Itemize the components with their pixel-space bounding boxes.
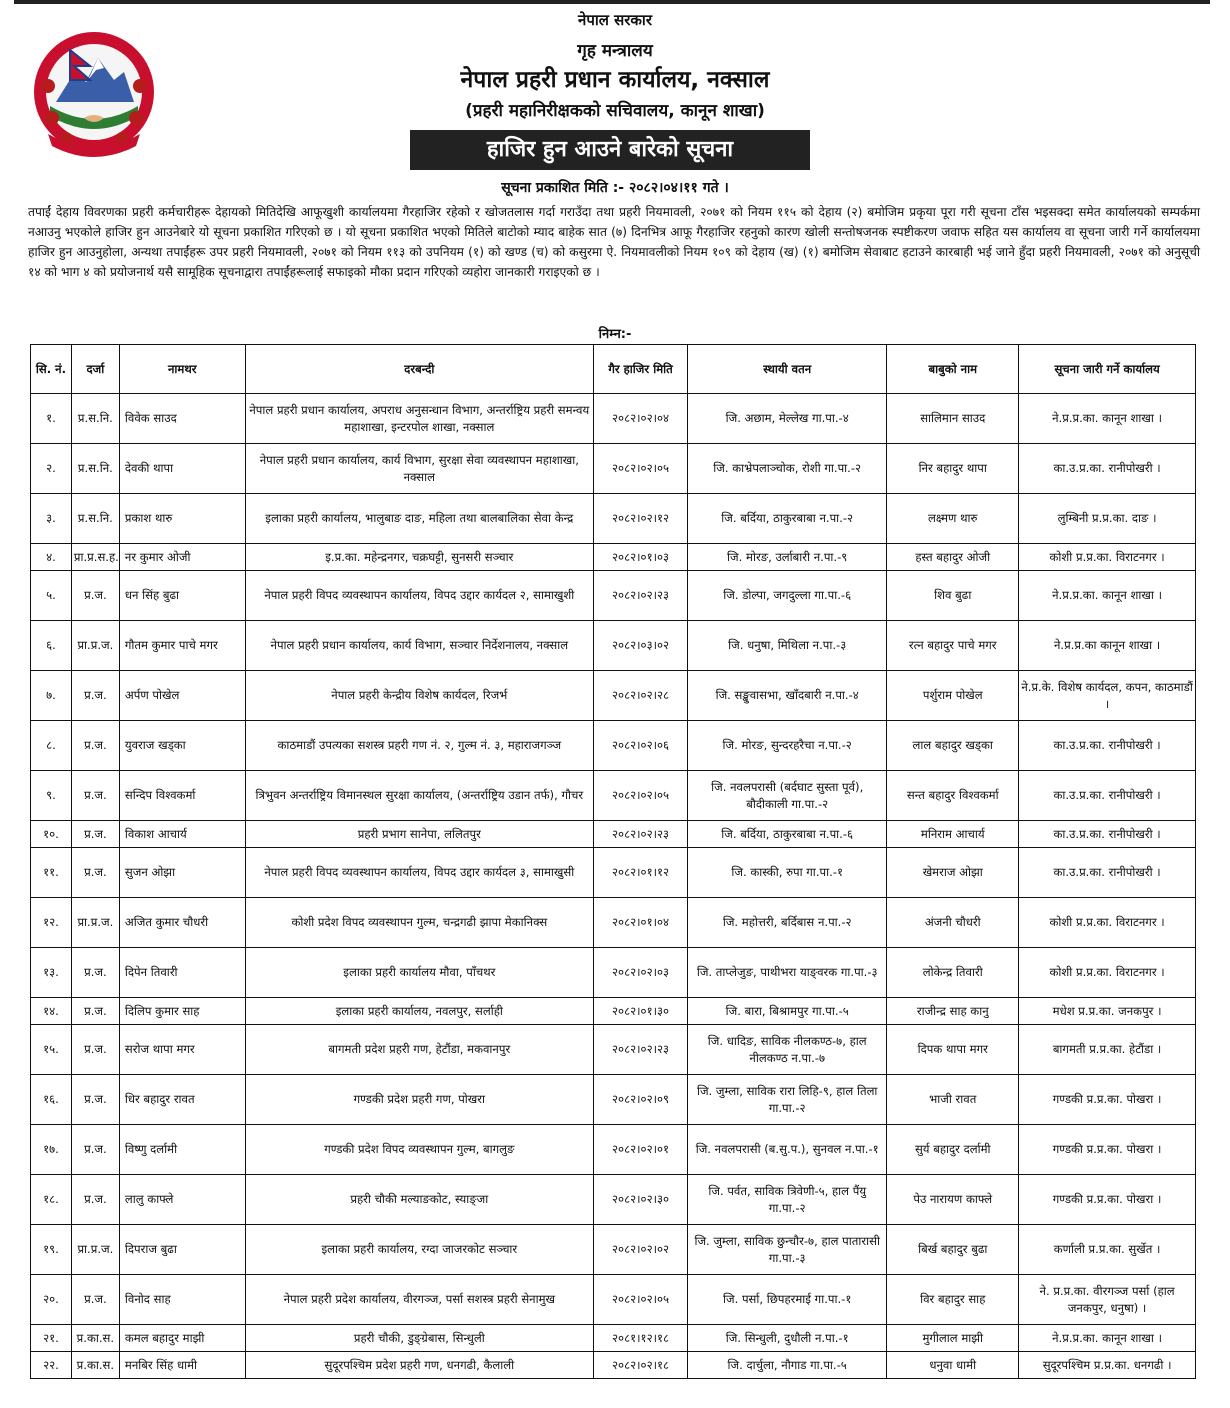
cell-absent-date: २०८२।०२।०४: [594, 394, 688, 444]
section-name: (प्रहरी महानिरीक्षकको सचिवालय, कानून शाखा): [465, 101, 765, 121]
cell-father-name: धनुवा धामी: [887, 1352, 1019, 1379]
cell-name: प्रकाश थारु: [119, 494, 245, 544]
cell-issuing-office: गण्डकी प्र.प्र.का. पोखरा ।: [1019, 1075, 1196, 1125]
cell-address: जि. मोरङ, सुन्दरहरैचा न.पा.-२: [688, 721, 887, 771]
cell-name: धन सिंह बुढा: [119, 571, 245, 621]
cell-rank: प्रा.प्र.स.ह.: [71, 544, 119, 571]
table-row: [31, 394, 1196, 444]
cell-absent-date: २०८२।०१।१२: [594, 848, 688, 898]
table-row: [31, 571, 1196, 621]
cell-father-name: दिपक थापा मगर: [887, 1025, 1019, 1075]
cell-serial: १३.: [31, 948, 72, 998]
cell-posting: इ.प्र.का. महेन्द्रनगर, चक्रघट्टी, सुनसरी सञ्चार: [245, 544, 593, 571]
cell-serial: ८.: [31, 721, 72, 771]
cell-issuing-office: का.उ.प्र.का. रानीपोखरी ।: [1019, 444, 1196, 494]
cell-serial: ६.: [31, 621, 72, 671]
cell-father-name: विर बहादुर साह: [887, 1275, 1019, 1325]
cell-serial: १७.: [31, 1125, 72, 1175]
cell-rank: प्रा.प्र.ज.: [71, 621, 119, 671]
cell-posting: नेपाल प्रहरी प्रदेश कार्यालय, वीरगञ्ज, पर्सा सशस्त्र प्रहरी सेनामुख: [245, 1275, 593, 1325]
table-row: [31, 1075, 1196, 1125]
cell-rank: प्र.ज.: [71, 1125, 119, 1175]
cell-rank: प्र.ज.: [71, 671, 119, 721]
cell-address: जि. कास्की, रुपा गा.पा.-१: [688, 848, 887, 898]
cell-rank: प्र.ज.: [71, 771, 119, 821]
cell-father-name: सन्त बहादुर विश्वकर्मा: [887, 771, 1019, 821]
cell-address: जि. दार्चुला, नौगाड गा.पा.-५: [688, 1352, 887, 1379]
cell-name: दिपराज बुढा: [119, 1225, 245, 1275]
cell-issuing-office: सुदूरपश्चिम प्र.प्र.का. धनगढी ।: [1019, 1352, 1196, 1379]
cell-absent-date: २०८२।०२।०६: [594, 721, 688, 771]
cell-posting: इलाका प्रहरी कार्यालय, रग्दा जाजरकोट सञ्चार: [245, 1225, 593, 1275]
cell-rank: प्र.ज.: [71, 998, 119, 1025]
col-father-name: बाबुको नाम: [887, 345, 1019, 394]
table-body: [31, 394, 1196, 1379]
cell-rank: प्र.ज.: [71, 821, 119, 848]
cell-name: कमल बहादुर माझी: [119, 1325, 245, 1352]
cell-name: गौतम कुमार पाचे मगर: [119, 621, 245, 671]
cell-issuing-office: ने.प्र.के. विशेष कार्यदल, कपन, काठमाडौं ।: [1019, 671, 1196, 721]
cell-name: विकाश आचार्य: [119, 821, 245, 848]
cell-serial: ११.: [31, 848, 72, 898]
cell-absent-date: २०८२।०३।०२: [594, 621, 688, 671]
cell-posting: गण्डकी प्रदेश प्रहरी गण, पोखरा: [245, 1075, 593, 1125]
cell-name: सुजन ओझा: [119, 848, 245, 898]
cell-issuing-office: ने. प्र.प्र.का. वीरगञ्ज पर्सा (हाल जनकपुर, धनुषा) ।: [1019, 1275, 1196, 1325]
absentee-table: [30, 344, 1196, 1379]
cell-name: दिपेन तिवारी: [119, 948, 245, 998]
cell-issuing-office: का.उ.प्र.का. रानीपोखरी ।: [1019, 721, 1196, 771]
cell-posting: त्रिभुवन अन्तर्राष्ट्रिय विमानस्थल सुरक्षा कार्यालय, (अन्तर्राष्ट्रिय उडान तर्फ), गौचर: [245, 771, 593, 821]
cell-father-name: सालिमान साउद: [887, 394, 1019, 444]
cell-absent-date: २०८२।०२।२३: [594, 571, 688, 621]
cell-posting: प्रहरी चौकी, डुङ्ग्रेबास, सिन्धुली: [245, 1325, 593, 1352]
cell-father-name: लाल बहादुर खड्का: [887, 721, 1019, 771]
cell-address: जि. काभ्रेपलाञ्चोक, रोशी गा.पा.-२: [688, 444, 887, 494]
cell-father-name: अंजनी चौधरी: [887, 898, 1019, 948]
cell-address: जि. सङ्खुवासभा, खाँदबारी न.पा.-४: [688, 671, 887, 721]
cell-issuing-office: ने.प्र.प्र.का. कानून शाखा ।: [1019, 394, 1196, 444]
cell-name: अजित कुमार चौधरी: [119, 898, 245, 948]
cell-absent-date: २०८२।०२।०५: [594, 771, 688, 821]
cell-address: जि. बर्दिया, ठाकुरबाबा न.पा.-६: [688, 821, 887, 848]
cell-name: विष्णु दर्लामी: [119, 1125, 245, 1175]
cell-rank: प्र.ज.: [71, 571, 119, 621]
cell-issuing-office: बागमती प्र.प्र.का. हेटौंडा ।: [1019, 1025, 1196, 1075]
cell-rank: प्र.स.नि.: [71, 494, 119, 544]
cell-rank: प्र.ज.: [71, 721, 119, 771]
cell-absent-date: २०८२।०२।०३: [594, 948, 688, 998]
cell-name: विनोद साह: [119, 1275, 245, 1325]
cell-posting: कोशी प्रदेश विपद व्यवस्थापन गुल्म, चन्द्रगढी झापा मेकानिक्स: [245, 898, 593, 948]
cell-absent-date: २०८२।०१।०३: [594, 544, 688, 571]
cell-issuing-office: ने.प्र.प्र.का कानून शाखा ।: [1019, 621, 1196, 671]
cell-issuing-office: कोशी प्र.प्र.का. विराटनगर ।: [1019, 898, 1196, 948]
cell-father-name: निर बहादुर थापा: [887, 444, 1019, 494]
cell-father-name: खेमराज ओझा: [887, 848, 1019, 898]
cell-address: जि. धनुषा, मिथिला न.पा.-३: [688, 621, 887, 671]
notice-title: हाजिर हुन आउने बारेको सूचना: [410, 130, 810, 170]
cell-rank: प्र.का.स.: [71, 1325, 119, 1352]
table-row: [31, 494, 1196, 544]
cell-serial: २०.: [31, 1275, 72, 1325]
cell-issuing-office: का.उ.प्र.का. रानीपोखरी ।: [1019, 771, 1196, 821]
col-issuing-office: सूचना जारी गर्ने कार्यालय: [1019, 345, 1196, 394]
cell-address: जि. पर्वत, साविक त्रिवेणी-५, हाल पैंयु गा.पा.-२: [688, 1175, 887, 1225]
cell-address: जि. धादिङ, साविक नीलकण्ठ-७, हाल नीलकण्ठ न.पा.-७: [688, 1025, 887, 1075]
cell-address: जि. महोत्तरी, बर्दिबास न.पा.-२: [688, 898, 887, 948]
cell-serial: २१.: [31, 1325, 72, 1352]
cell-father-name: पर्शुराम पोखेल: [887, 671, 1019, 721]
cell-serial: १८.: [31, 1175, 72, 1225]
cell-posting: प्रहरी चौकी मल्याङकोट, स्याङ्जा: [245, 1175, 593, 1225]
table-row: [31, 1352, 1196, 1379]
table-row: [31, 1225, 1196, 1275]
cell-serial: १६.: [31, 1075, 72, 1125]
cell-name: लालु काफ्ले: [119, 1175, 245, 1225]
cell-issuing-office: लुम्बिनी प्र.प्र.का. दाङ ।: [1019, 494, 1196, 544]
cell-serial: ४.: [31, 544, 72, 571]
cell-address: जि. पर्सा, छिपहरमाई गा.पा.-१: [688, 1275, 887, 1325]
col-name: नामथर: [119, 345, 245, 394]
cell-father-name: भाजी रावत: [887, 1075, 1019, 1125]
cell-address: जि. नवलपरासी (बर्दघाट सुस्ता पूर्व), बौदीकाली गा.पा.-२: [688, 771, 887, 821]
cell-posting: इलाका प्रहरी कार्यालय, भालुबाङ दाङ, महिला तथा बालबालिका सेवा केन्द्र: [245, 494, 593, 544]
cell-serial: १४.: [31, 998, 72, 1025]
cell-name: दिलिप कुमार साह: [119, 998, 245, 1025]
cell-serial: ७.: [31, 671, 72, 721]
cell-rank: प्र.स.नि.: [71, 394, 119, 444]
cell-issuing-office: गण्डकी प्र.प्र.का. पोखरा ।: [1019, 1125, 1196, 1175]
cell-name: अर्पण पोखेल: [119, 671, 245, 721]
cell-serial: १.: [31, 394, 72, 444]
table-row: [31, 848, 1196, 898]
cell-serial: ५.: [31, 571, 72, 621]
cell-rank: प्र.ज.: [71, 1175, 119, 1225]
table-row: [31, 821, 1196, 848]
cell-posting: प्रहरी प्रभाग सानेपा, ललितपुर: [245, 821, 593, 848]
col-posting: दरबन्दी: [245, 345, 593, 394]
cell-issuing-office: ने.प्र.प्र.का. कानून शाखा ।: [1019, 571, 1196, 621]
table-row: [31, 1025, 1196, 1075]
cell-rank: प्र.ज.: [71, 848, 119, 898]
cell-issuing-office: गण्डकी प्र.प्र.का. पोखरा ।: [1019, 1175, 1196, 1225]
cell-rank: प्रा.प्र.ज.: [71, 898, 119, 948]
cell-name: धिर बहादुर रावत: [119, 1075, 245, 1125]
cell-issuing-office: ने.प्र.प्र.का. कानून शाखा ।: [1019, 1325, 1196, 1352]
cell-father-name: लोकेन्द्र तिवारी: [887, 948, 1019, 998]
cell-serial: १०.: [31, 821, 72, 848]
cell-absent-date: २०८२।०२।१८: [594, 1352, 688, 1379]
col-permanent-address: स्थायी वतन: [688, 345, 887, 394]
cell-father-name: बिर्ख बहादुर बुढा: [887, 1225, 1019, 1275]
cell-address: जि. मोरङ, उर्लाबारी न.पा.-९: [688, 544, 887, 571]
cell-absent-date: २०८२।०२।०१: [594, 1125, 688, 1175]
cell-rank: प्र.ज.: [71, 1075, 119, 1125]
cell-posting: नेपाल प्रहरी प्रधान कार्यालय, कार्य विभाग, सुरक्षा सेवा व्यवस्थापन महाशाखा, नक्साल: [245, 444, 593, 494]
table-row: [31, 771, 1196, 821]
cell-absent-date: २०८२।०१।०४: [594, 898, 688, 948]
cell-name: देवकी थापा: [119, 444, 245, 494]
cell-rank: प्र.का.स.: [71, 1352, 119, 1379]
cell-name: मनबिर सिंह धामी: [119, 1352, 245, 1379]
table-row: [31, 621, 1196, 671]
cell-posting: इलाका प्रहरी कार्यालय मौवा, पाँचथर: [245, 948, 593, 998]
cell-absent-date: २०८२।०२।१२: [594, 494, 688, 544]
cell-rank: प्र.ज.: [71, 948, 119, 998]
cell-issuing-office: का.उ.प्र.का. रानीपोखरी ।: [1019, 848, 1196, 898]
table-row: [31, 898, 1196, 948]
cell-serial: १९.: [31, 1225, 72, 1275]
col-serial: सि. नं.: [31, 345, 72, 394]
cell-serial: १२.: [31, 898, 72, 948]
cell-posting: गण्डकी प्रदेश विपद व्यवस्थापन गुल्म, बागलुङ: [245, 1125, 593, 1175]
cell-name: नर कुमार ओजी: [119, 544, 245, 571]
cell-address: जि. सिन्धुली, दुधौली न.पा.-१: [688, 1325, 887, 1352]
cell-father-name: रत्न बहादुर पाचे मगर: [887, 621, 1019, 671]
cell-address: जि. डोल्पा, जगदुल्ला गा.पा.-६: [688, 571, 887, 621]
cell-issuing-office: कोशी प्र.प्र.का. विराटनगर ।: [1019, 544, 1196, 571]
cell-rank: प्रा.प्र.ज.: [71, 1225, 119, 1275]
cell-father-name: सुर्य बहादुर दर्लामी: [887, 1125, 1019, 1175]
government-name: नेपाल सरकार: [578, 11, 652, 29]
cell-issuing-office: कोशी प्र.प्र.का. विराटनगर ।: [1019, 948, 1196, 998]
ministry-name: गृह मन्त्रालय: [577, 41, 653, 61]
cell-posting: नेपाल प्रहरी विपद व्यवस्थापन कार्यालय, विपद उद्दार कार्यदल २, सामाखुशी: [245, 571, 593, 621]
table-row: [31, 998, 1196, 1025]
cell-absent-date: २०८२।०२।०५: [594, 444, 688, 494]
cell-posting: काठमाडौं उपत्यका सशस्त्र प्रहरी गण नं. २, गुल्म नं. ३, महाराजगञ्ज: [245, 721, 593, 771]
cell-address: जि. बारा, बिश्रामपुर गा.पा.-५: [688, 998, 887, 1025]
cell-serial: १५.: [31, 1025, 72, 1075]
cell-issuing-office: कर्णाली प्र.प्र.का. सुर्खेत ।: [1019, 1225, 1196, 1275]
cell-posting: इलाका प्रहरी कार्यालय, नवलपुर, सर्लाही: [245, 998, 593, 1025]
publish-date: सूचना प्रकाशित मिति :- २०८२।०४।११ गते ।: [501, 180, 729, 196]
cell-serial: २२.: [31, 1352, 72, 1379]
cell-serial: २.: [31, 444, 72, 494]
table-row: [31, 1325, 1196, 1352]
cell-rank: प्र.ज.: [71, 1025, 119, 1075]
cell-absent-date: २०८१।१२।१८: [594, 1325, 688, 1352]
cell-posting: नेपाल प्रहरी प्रधान कार्यालय, कार्य विभाग, सञ्चार निर्देशनालय, नक्साल: [245, 621, 593, 671]
cell-issuing-office: मधेश प्र.प्र.का. जनकपुर ।: [1019, 998, 1196, 1025]
cell-absent-date: २०८२।०२।२८: [594, 671, 688, 721]
table-row: [31, 444, 1196, 494]
cell-name: सरोज थापा मगर: [119, 1025, 245, 1075]
office-name: नेपाल प्रहरी प्रधान कार्यालय, नक्साल: [460, 67, 770, 93]
table-row: [31, 671, 1196, 721]
cell-absent-date: २०८२।०२।०९: [594, 1075, 688, 1125]
cell-address: जि. नवलपरासी (ब.सु.प.), सुनवल न.पा.-१: [688, 1125, 887, 1175]
cell-absent-date: २०८२।०२।३०: [594, 1175, 688, 1225]
cell-absent-date: २०८२।०१।३०: [594, 998, 688, 1025]
cell-serial: ३.: [31, 494, 72, 544]
cell-father-name: मनिराम आचार्य: [887, 821, 1019, 848]
table-row: [31, 1125, 1196, 1175]
table-row: [31, 1175, 1196, 1225]
cell-father-name: शिव बुढा: [887, 571, 1019, 621]
table-row: [31, 721, 1196, 771]
table-header-row: [31, 345, 1196, 394]
cell-father-name: हस्त बहादुर ओजी: [887, 544, 1019, 571]
cell-father-name: राजीन्द्र साह कानु: [887, 998, 1019, 1025]
cell-address: जि. बर्दिया, ठाकुरबाबा न.पा.-२: [688, 494, 887, 544]
cell-posting: बागमती प्रदेश प्रहरी गण, हेटौंडा, मकवानपुर: [245, 1025, 593, 1075]
cell-serial: ९.: [31, 771, 72, 821]
cell-father-name: लक्ष्मण थारु: [887, 494, 1019, 544]
table-row: [31, 948, 1196, 998]
col-rank: दर्जा: [71, 345, 119, 394]
table-row: [31, 1275, 1196, 1325]
cell-address: जि. ताप्लेजुङ, पाथीभरा याङ्वरक गा.पा.-३: [688, 948, 887, 998]
cell-absent-date: २०८२।०२।०५: [594, 1275, 688, 1325]
cell-father-name: पेउ नारायण काफ्ले: [887, 1175, 1019, 1225]
cell-address: जि. अछाम, मेल्लेख गा.पा.-४: [688, 394, 887, 444]
cell-absent-date: २०८२।०२।०२: [594, 1225, 688, 1275]
cell-name: सन्दिप विश्वकर्मा: [119, 771, 245, 821]
cell-posting: नेपाल प्रहरी प्रधान कार्यालय, अपराध अनुसन्धान विभाग, अन्तर्राष्ट्रिय प्रहरी समन्वय महाशाखा, इन्टरपोल शाखा, नक्साल: [245, 394, 593, 444]
cell-rank: प्र.स.नि.: [71, 444, 119, 494]
notice-body: तपाईं देहाय विवरणका प्रहरी कर्मचारीहरू देहायको मितिदेखि आफूखुशी कार्यालयमा गैरहाजिर रहेको र खोजतलास गर्दा गराउँदा तथा प्रहरी नियमावली, २०७१ को नियम ११५ को देहाय (२) बमोजिम प्रकृया पूरा गरी सूचना टाँस भइसक्दा समेत कार्यालयको सम्पर्कमा नआउनु भएकोले हाजिर हुन आउनेबारे यो सूचना प्रकाशित गरिएको छ । यो सूचना प्रकाशित भएको मितिले बाटोको म्याद बाहेक सात (७) दिनभित्र आफू गैरहाजिर रहनुको कारण खोली सन्तोषजनक स्पष्टीकरण जवाफ सहित यस कार्यालय वा सूचना जारी गर्ने कार्यालयमा हाजिर हुन आउनुहोला, अन्यथा तपाईंहरू उपर प्रहरी नियमावली, २०७१ को नियम ११३ को उपनियम (१) को खण्ड (च) को कसुरमा ऐ. नियमावलीको नियम १०९ को देहाय (ख) (१) बमोजिम सेवाबाट हटाउने कारबाही भई जाने हुँदा प्रहरी नियमावली, २०७१ को अनुसूची १४ को भाग ४ को प्रयोजनार्थ यसै सामूहिक सूचनाद्वारा तपाईंहरूलाई सफाइको मौका प्रदान गरिएको व्यहोरा जानकारी गराइएको छ ।: [28, 205, 1200, 279]
cell-address: जि. जुम्ला, साविक रारा लिहि-९, हाल तिला गा.पा.-२: [688, 1075, 887, 1125]
cell-absent-date: २०८२।०२।२३: [594, 1025, 688, 1075]
cell-name: युवराज खड्का: [119, 721, 245, 771]
cell-absent-date: २०८२।०२।२३: [594, 821, 688, 848]
top-border: [14, 0, 1210, 4]
cell-address: जि. जुम्ला, साविक छुन्चौर-७, हाल पातारासी गा.पा.-३: [688, 1225, 887, 1275]
cell-name: विवेक साउद: [119, 394, 245, 444]
cell-rank: प्र.ज.: [71, 1275, 119, 1325]
cell-issuing-office: का.उ.प्र.का. रानीपोखरी ।: [1019, 821, 1196, 848]
cell-posting: नेपाल प्रहरी केन्द्रीय विशेष कार्यदल, रिजर्भ: [245, 671, 593, 721]
cell-posting: सुदूरपश्चिम प्रदेश प्रहरी गण, धनगढी, कैलाली: [245, 1352, 593, 1379]
list-heading: निम्न:-: [598, 327, 632, 342]
cell-posting: नेपाल प्रहरी विपद व्यवस्थापन कार्यालय, विपद उद्दार कार्यदल ३, सामाखुसी: [245, 848, 593, 898]
col-absent-date: गैर हाजिर मिति: [594, 345, 688, 394]
table-row: [31, 544, 1196, 571]
cell-father-name: मुगीलाल माझी: [887, 1325, 1019, 1352]
